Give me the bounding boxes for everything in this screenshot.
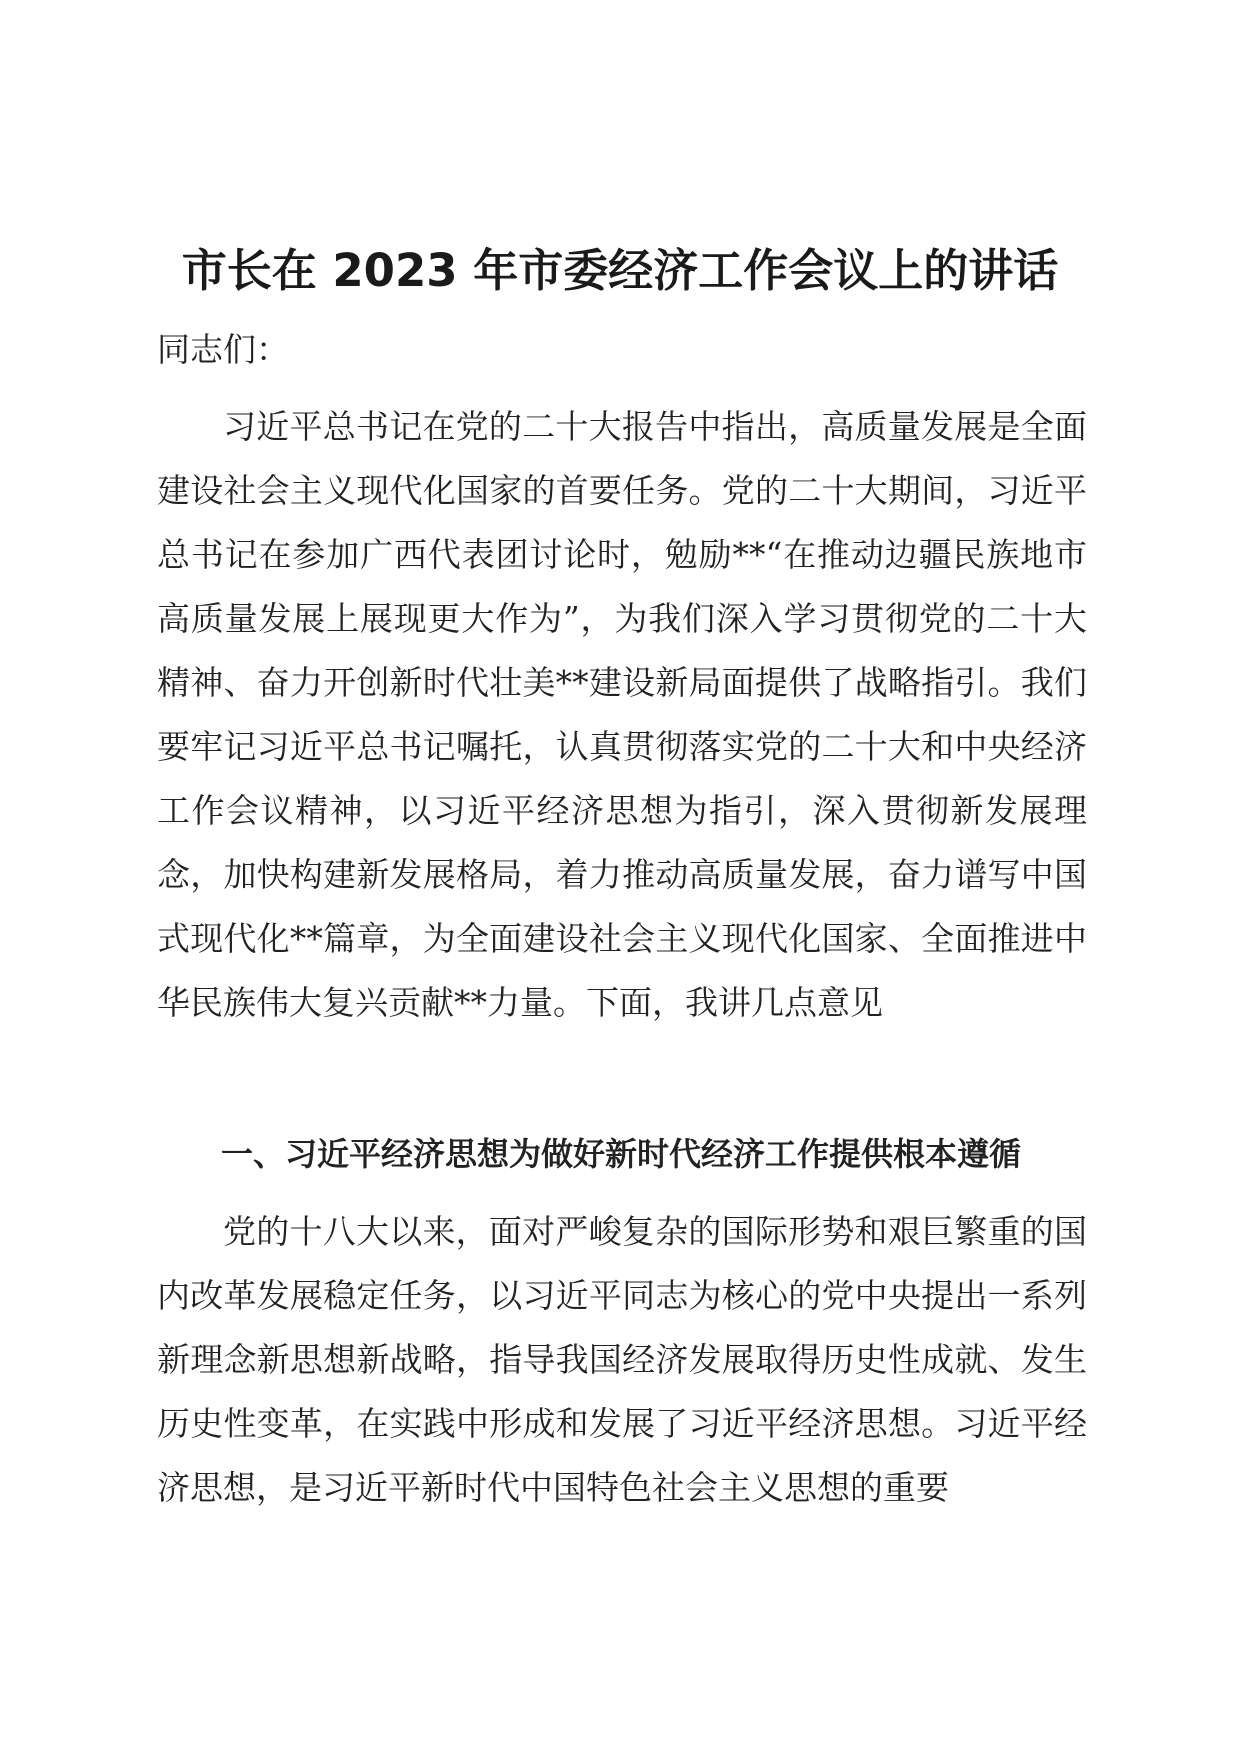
document-title: 市长在 2023 年市委经济工作会议上的讲话 [181, 244, 1059, 297]
body-paragraph-intro: 习近平总书记在党的二十大报告中指出，高质量发展是全面建设社会主义现代化国家的首要任务。党的二十大期间，习近平总书记在参加广西代表团讨论时，勉励**“在推动边疆民族地市高质量发展上展现更大作为”，为我们深入学习贯彻党的二十大精神、奋力开创新时代壮美**建设新局面提供了战略指引。我们要牢记习近平总书记嘱托，认真贯彻落实党的二十大和中央经济工作会议精神，以习近平经济思想为指引，深入贯彻新发展理念，加快构建新发展格局，着力推动高质量发展，奋力谱写中国式现代化**篇章，为全面建设社会主义现代化国家、全面推进中华民族伟大复兴贡献**力量。下面，我讲几点意见 [157, 407, 1087, 1022]
body-paragraph-section-1: 党的十八大以来，面对严峻复杂的国际形势和艰巨繁重的国内改革发展稳定任务，以习近平同志为核心的党中央提出一系列新理念新思想新战略，指导我国经济发展取得历史性成就、发生历史性变革，在实践中形成和发展了习近平经济思想。习近平经济思想，是习近平新时代中国特色社会主义思想的重要 [157, 1212, 1087, 1507]
section-heading-1: 一、习近平经济思想为做好新时代经济工作提供根本遵循 [221, 1135, 1022, 1173]
salutation: 同志们： [157, 330, 289, 369]
